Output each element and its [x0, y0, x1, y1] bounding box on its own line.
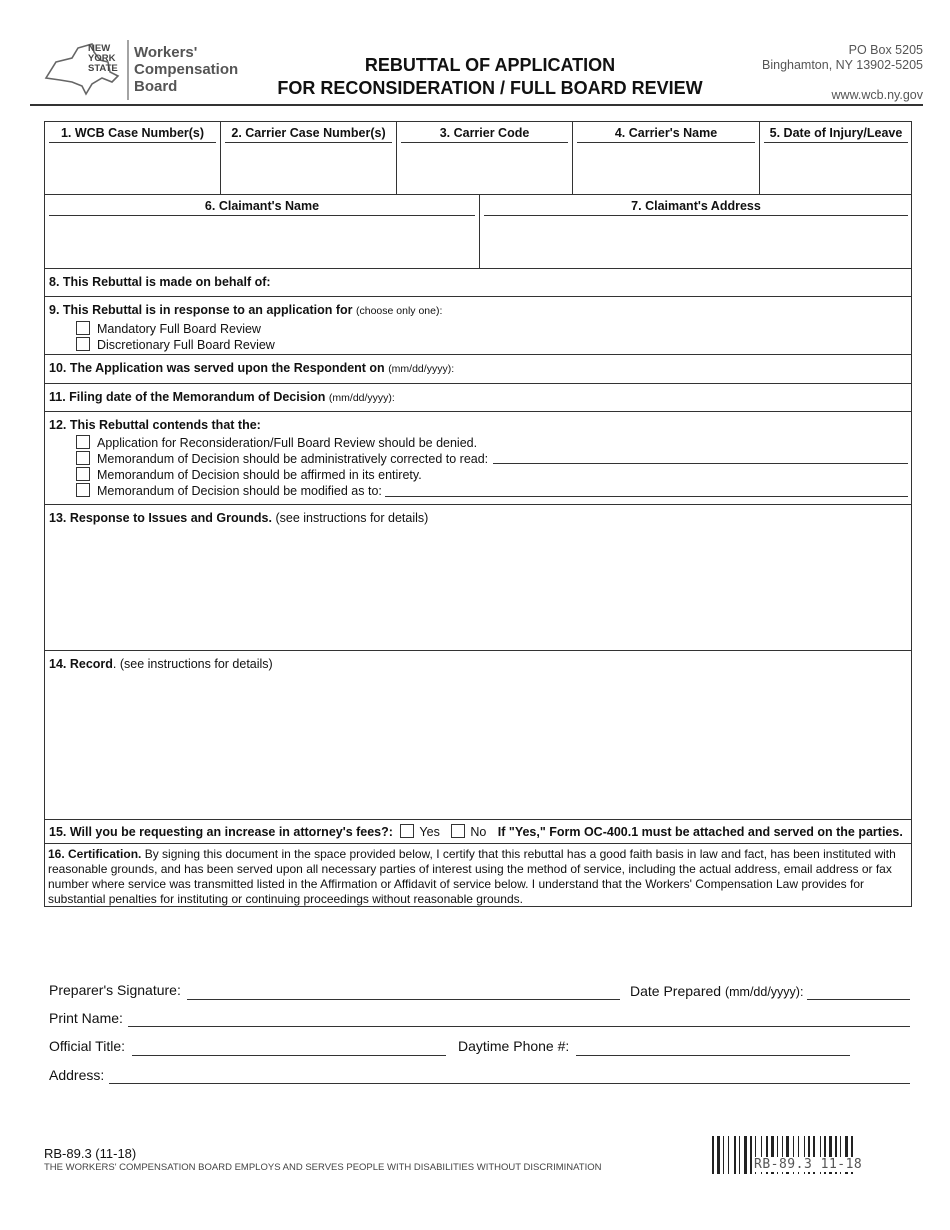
served-date-label: 10. The Application was served upon the Respondent on [49, 361, 385, 375]
fees-note: If "Yes," Form OC-400.1 must be attached and served on the parties. [497, 825, 903, 839]
served-date-row[interactable] [44, 354, 912, 384]
address-label: Address: [49, 1067, 105, 1083]
application-type-row [44, 296, 912, 355]
date-prepared-input[interactable] [807, 999, 910, 1000]
response-issues-hint: (see instructions for details) [275, 511, 429, 525]
filing-date-row[interactable] [44, 383, 912, 412]
date-prepared-hint: (mm/dd/yyyy): [724, 985, 804, 999]
affirm-decision-checkbox[interactable] [76, 467, 90, 481]
claimant-name-field[interactable]: 6. Claimant's Name [45, 195, 480, 268]
print-name-input[interactable] [128, 1026, 910, 1027]
affirm-decision-label: Memorandum of Decision should be affirmed in its entirety. [97, 468, 422, 482]
attorney-fees-row [44, 819, 912, 844]
administratively-corrected-checkbox[interactable] [76, 451, 90, 465]
administratively-corrected-label: Memorandum of Decision should be administratively corrected to read: [97, 452, 489, 466]
carrier-code-field[interactable]: 3. Carrier Code [397, 122, 573, 194]
website-link[interactable]: www.wcb.ny.gov [831, 88, 923, 102]
fees-yes-label: Yes [419, 825, 440, 839]
certification-row [44, 843, 912, 907]
corrected-to-read-input[interactable] [493, 463, 908, 464]
preparer-signature-input[interactable] [187, 999, 620, 1000]
record-textarea[interactable] [44, 650, 912, 820]
date-prepared-label: Date Prepared [630, 983, 722, 999]
barcode-text: RB-89.3 11-18 [754, 1157, 863, 1172]
address-input[interactable] [109, 1083, 910, 1084]
certification-label: 16. Certification. [48, 847, 142, 861]
modified-as-to-input[interactable] [385, 496, 908, 497]
preparer-signature-label: Preparer's Signature: [49, 982, 181, 998]
logo-agency-name: Workers' Compensation Board [134, 44, 239, 95]
wcb-case-number-field[interactable]: 1. WCB Case Number(s) [45, 122, 221, 194]
fees-no-label: No [470, 825, 487, 839]
deny-application-label: Application for Reconsideration/Full Board Review should be denied. [97, 436, 478, 450]
filing-date-hint: (mm/dd/yyyy): [328, 392, 395, 404]
response-issues-textarea[interactable] [44, 504, 912, 651]
behalf-of-row[interactable] [44, 268, 912, 297]
response-issues-label: 13. Response to Issues and Grounds. [49, 511, 272, 525]
form-title: REBUTTAL OF APPLICATION FOR RECONSIDERATION / FULL BOARD REVIEW [277, 55, 703, 98]
application-type-hint: (choose only one): [356, 305, 443, 317]
fees-no-checkbox[interactable] [451, 824, 465, 838]
date-of-injury-field[interactable]: 5. Date of Injury/Leave [760, 122, 912, 194]
application-type-label: 9. This Rebuttal is in response to an application for [49, 303, 353, 317]
fees-yes-checkbox[interactable] [400, 824, 414, 838]
print-name-label: Print Name: [49, 1010, 123, 1026]
certification-text: By signing this document in the space provided below, I certify that this rebuttal has a good faith basis in law and fact, has been instituted with reasonable grounds, and has been served upon all necessary parties of interest using the method of service, including the actual address, email address or fax number where service was transmitted listed in the Affirmation or Affidavit of service below. I understand that the Workers' Compensation Law provides for substantial penalties for instituting or continuing proceedings without reasonable grounds. [48, 847, 896, 906]
daytime-phone-input[interactable] [576, 1055, 850, 1056]
behalf-of-label: 8. This Rebuttal is made on behalf of: [49, 275, 271, 289]
modify-decision-checkbox[interactable] [76, 483, 90, 497]
form-code: RB-89.3 (11-18) [44, 1146, 137, 1161]
record-label: 14. Record [49, 657, 113, 671]
discretionary-review-checkbox[interactable] [76, 337, 90, 351]
logo-state-text: NEW YORK STATE [88, 43, 118, 74]
official-title-label: Official Title: [49, 1038, 125, 1054]
served-date-hint: (mm/dd/yyyy): [388, 363, 455, 375]
mandatory-review-label: Mandatory Full Board Review [97, 322, 261, 336]
claimant-address-field[interactable]: 7. Claimant's Address [480, 195, 912, 268]
carrier-case-number-field[interactable]: 2. Carrier Case Number(s) [221, 122, 397, 194]
filing-date-label: 11. Filing date of the Memorandum of Decision [49, 390, 326, 404]
header-divider [30, 104, 923, 106]
official-title-input[interactable] [132, 1055, 446, 1056]
carrier-name-field[interactable]: 4. Carrier's Name [573, 122, 760, 194]
mandatory-review-checkbox[interactable] [76, 321, 90, 335]
claimant-row [44, 194, 912, 269]
mailing-address: PO Box 5205 Binghamton, NY 13902-5205 [762, 43, 923, 72]
attorney-fees-label: 15. Will you be requesting an increase in attorney's fees?: [49, 825, 393, 839]
contention-row [44, 411, 912, 505]
modify-decision-label: Memorandum of Decision should be modified as to: [97, 484, 382, 498]
carrier-info-row [44, 121, 912, 195]
discretionary-review-label: Discretionary Full Board Review [97, 338, 275, 352]
contention-label: 12. This Rebuttal contends that the: [49, 418, 261, 432]
daytime-phone-label: Daytime Phone #: [458, 1038, 570, 1054]
record-hint: . (see instructions for details) [112, 657, 273, 671]
nondiscrimination-notice: THE WORKERS' COMPENSATION BOARD EMPLOYS AND SERVES PEOPLE WITH DISABILITIES WITHOUT DISCRIMINATION [44, 1162, 602, 1173]
deny-application-checkbox[interactable] [76, 435, 90, 449]
